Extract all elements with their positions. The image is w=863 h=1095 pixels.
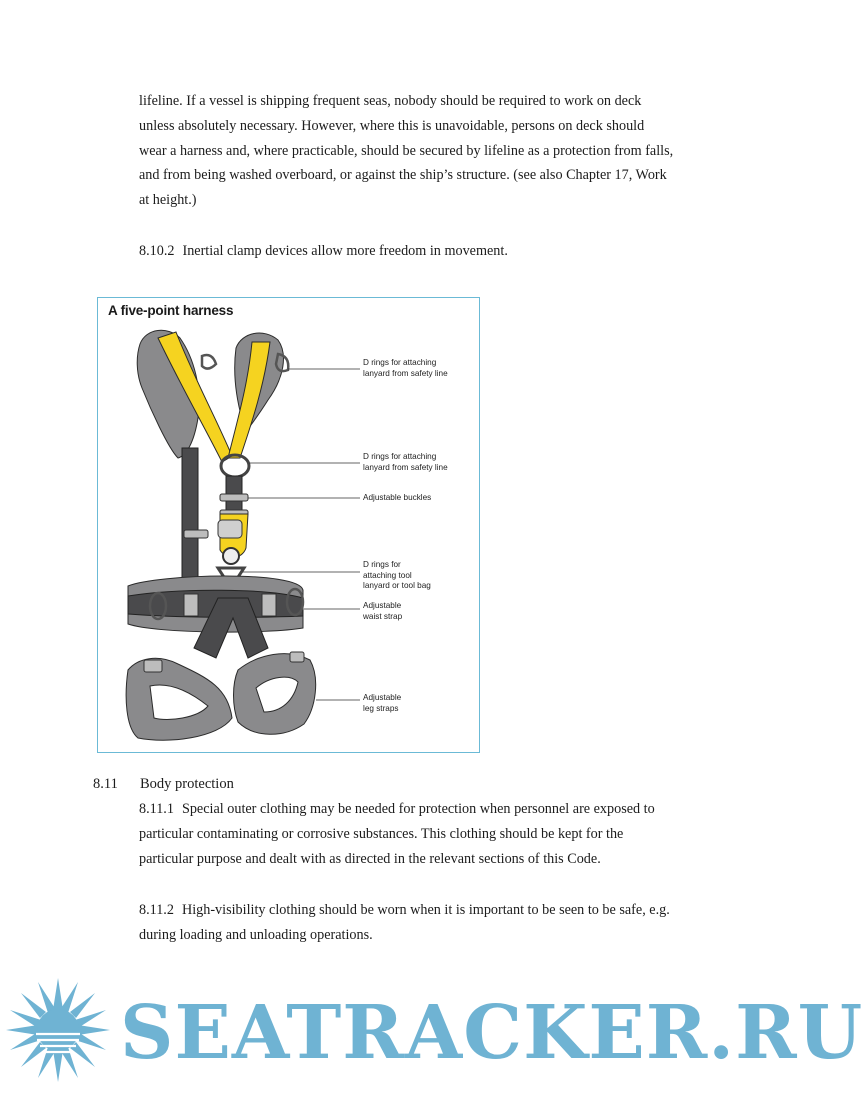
- callout-tool-d-rings: D rings for attaching tool lanyard or tool bag: [363, 560, 431, 590]
- intro-paragraph: [139, 89, 699, 213]
- clamp: [218, 520, 242, 538]
- section-number: 8.11.1: [139, 801, 174, 817]
- belt-buckle-left: [184, 594, 198, 616]
- callout-adjustable-buckles: Adjustable buckles: [363, 493, 432, 502]
- leg-buckle-right: [290, 652, 304, 662]
- section-8-10-2: [139, 239, 699, 264]
- callout-leg-straps: Adjustable leg straps: [363, 693, 402, 713]
- callout-chest-d-rings: D rings for attaching lanyard from safety line: [363, 452, 448, 472]
- section-8-11-2: [139, 898, 699, 948]
- leg-buckle-left: [144, 660, 162, 672]
- lower-ring: [223, 548, 239, 564]
- text-line: particular purpose and dealt with as directed in the relevant sections of this Code.: [139, 850, 601, 867]
- text-line: during loading and unloading operations.: [139, 926, 373, 943]
- belt-buckle-right: [262, 594, 276, 616]
- section-number: 8.11.2: [139, 902, 174, 918]
- text-line: High-visibility clothing should be worn when it is important to be seen to be safe, e.g.: [181, 902, 670, 918]
- back-buckle: [184, 530, 208, 538]
- top-d-ring-left: [202, 355, 216, 369]
- back-strap: [182, 448, 198, 598]
- section-number: 8.10.2: [139, 243, 175, 259]
- text-line: unless absolutely necessary. However, where this is unavoidable, persons on deck should: [139, 117, 645, 134]
- section-text: Inertial clamp devices allow more freedom in movement.: [182, 243, 508, 259]
- figure-title: A five-point harness: [108, 303, 234, 318]
- harness-figure: [97, 297, 480, 753]
- text-line: particular contaminating or corrosive substances. This clothing should be kept for the: [139, 825, 624, 842]
- text-line: lifeline. If a vessel is shipping frequent seas, nobody should be required to work on deck: [139, 93, 642, 109]
- section-heading-8-11: [93, 773, 234, 795]
- section-title: Body protection: [140, 776, 234, 792]
- sun-icon: [6, 978, 110, 1082]
- text-line: and from being washed overboard, or against the ship’s structure. (see also Chapter 17, Work: [139, 167, 667, 184]
- text-line: at height.): [139, 192, 197, 209]
- section-8-11-1: [139, 797, 699, 871]
- text-line: wear a harness and, where practicable, should be secured by lifeline as a protection from falls,: [139, 142, 674, 159]
- section-number: 8.11: [93, 776, 118, 792]
- callout-top-d-rings: D rings for attaching lanyard from safety line: [363, 358, 448, 378]
- callout-waist-strap: Adjustable waist strap: [363, 601, 403, 621]
- watermark-text: SEATRACKER.RU: [120, 990, 863, 1076]
- text-line: Special outer clothing may be needed for protection when personnel are exposed to: [181, 801, 655, 817]
- buckle-1: [220, 494, 248, 501]
